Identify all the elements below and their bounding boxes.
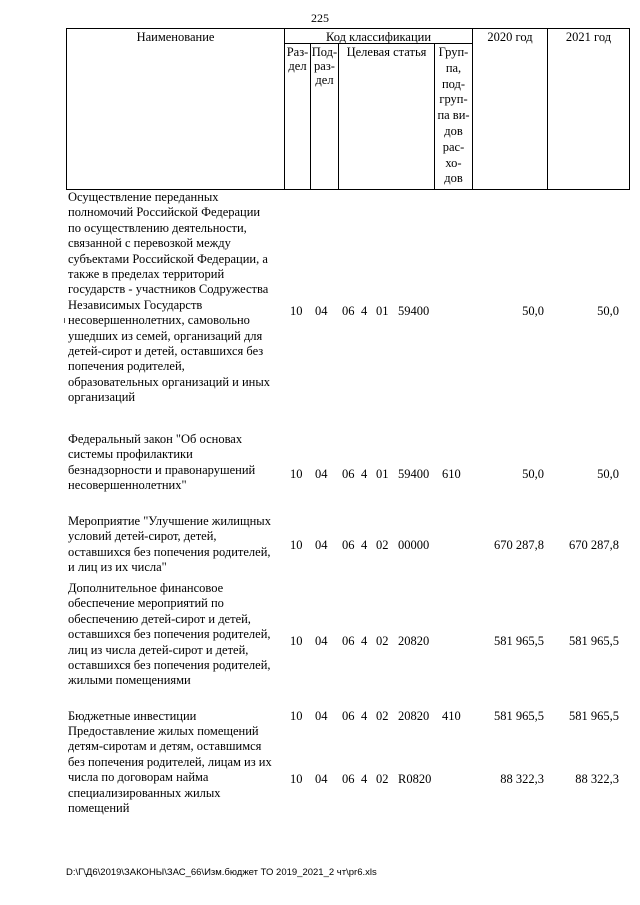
- cell-2021: 50,0: [597, 467, 619, 481]
- margin-mark: [64, 318, 65, 323]
- header-year-2021: 2021 год: [565, 30, 612, 44]
- cell-name-line: оставшихся без попечения родителей,: [68, 627, 271, 642]
- cell-name-line: числа по договорам найма: [68, 770, 209, 785]
- cell-target-subprogram: 4: [361, 634, 368, 648]
- cell-razdel: 10: [290, 304, 303, 318]
- cell-target-program: 06: [342, 538, 355, 552]
- header-name: Наименование: [136, 30, 215, 44]
- cell-name-line: несовершеннолетних, самовольно: [68, 313, 250, 328]
- header-podrazdel-line: дел: [315, 73, 334, 87]
- header-razdel: [285, 45, 310, 73]
- cell-2021: 50,0: [597, 304, 619, 318]
- cell-name-line: детям-сиротам и детям, оставшимся: [68, 739, 262, 754]
- cell-name-line: помещений: [68, 801, 130, 816]
- cell-podrazdel: 04: [315, 634, 328, 648]
- cell-target-subprogram: 4: [361, 304, 368, 318]
- file-path-footer: D:\Г\Д6\2019\ЗАКОНЫ\ЗАС_66\Изм.бюджет ТО 2019_2021_2 чт\pr6.xls: [66, 867, 377, 878]
- cell-razdel: 10: [290, 538, 303, 552]
- cell-name-line: без попечения родителей, лицам из их: [68, 754, 272, 769]
- cell-name-line: субъектами Российской Федерации, а: [68, 251, 268, 266]
- cell-name-line: Бюджетные инвестиции: [68, 709, 197, 723]
- cell-name-line: государств - участников Содружества: [68, 282, 269, 297]
- cell-name: [68, 709, 282, 724]
- header-group-line: Груп-: [438, 45, 469, 59]
- cell-target-subprogram: 4: [361, 709, 368, 723]
- cell-name-line: системы профилактики: [68, 447, 193, 462]
- cell-name-line: обеспечению детей-сирот и детей,: [68, 611, 251, 626]
- cell-name-line: детей-сирот и детей, оставшихся без: [68, 344, 264, 359]
- cell-name: [68, 514, 282, 576]
- cell-podrazdel: 04: [315, 772, 328, 786]
- header-classification: Код классификации: [325, 30, 432, 44]
- cell-2020: 50,0: [522, 304, 544, 318]
- cell-name: [68, 581, 282, 689]
- cell-podrazdel: 04: [315, 709, 328, 723]
- cell-name-line: организаций: [68, 390, 136, 405]
- cell-target-code: 20820: [398, 709, 430, 723]
- cell-target-subprogram: 4: [361, 467, 368, 481]
- header-podrazdel-line: Под-: [311, 45, 338, 59]
- cell-name-line: несовершеннолетних": [68, 478, 187, 493]
- cell-name: [68, 432, 282, 494]
- cell-name-line: также в пределах территорий: [68, 267, 225, 282]
- cell-target-program: 06: [342, 304, 355, 318]
- header-right-border: [629, 28, 630, 190]
- cell-name-line: Дополнительное финансовое: [68, 581, 224, 595]
- col-divider: [338, 43, 339, 190]
- header-group-line: дов: [444, 123, 463, 138]
- cell-2021: 581 965,5: [569, 709, 619, 723]
- header-top-border: [66, 28, 630, 29]
- header-group-line: хо-: [445, 155, 462, 170]
- cell-expense-group: 610: [442, 467, 461, 481]
- cell-target-item: 02: [376, 538, 389, 552]
- cell-name: [68, 724, 282, 816]
- cell-2020: 88 322,3: [500, 772, 544, 786]
- cell-name-line: Предоставление жилых помещений: [68, 724, 259, 738]
- cell-name-line: образовательных организаций и иных: [68, 374, 270, 389]
- cell-name-line: Мероприятие "Улучшение жилищных: [68, 514, 271, 528]
- cell-target-subprogram: 4: [361, 538, 368, 552]
- cell-2020: 581 965,5: [494, 634, 544, 648]
- cell-target-code: 59400: [398, 304, 430, 318]
- cell-razdel: 10: [290, 634, 303, 648]
- cell-2020: 581 965,5: [494, 709, 544, 723]
- cell-target-item: 02: [376, 634, 389, 648]
- cell-name-line: жилыми помещениями: [68, 673, 191, 688]
- cell-target-program: 06: [342, 634, 355, 648]
- cell-name-line: специализированных жилых: [68, 785, 221, 800]
- cell-name-line: оставшихся без попечения родителей,: [68, 544, 271, 559]
- cell-2021: 670 287,8: [569, 538, 619, 552]
- cell-target-program: 06: [342, 772, 355, 786]
- col-divider: [472, 28, 473, 190]
- header-razdel-line: Раз-: [286, 45, 309, 59]
- page-number: 225: [311, 11, 329, 25]
- cell-podrazdel: 04: [315, 467, 328, 481]
- cell-target-program: 06: [342, 467, 355, 481]
- cell-name-line: обеспечение мероприятий по: [68, 596, 224, 611]
- cell-name-line: Федеральный закон "Об основах: [68, 432, 243, 446]
- cell-2020: 670 287,8: [494, 538, 544, 552]
- cell-razdel: 10: [290, 772, 303, 786]
- header-group-line: под-: [441, 76, 466, 91]
- cell-target-subprogram: 4: [361, 772, 368, 786]
- header-podrazdel: [311, 45, 338, 87]
- header-left-border: [66, 28, 67, 190]
- header-year-2020: 2020 год: [487, 30, 533, 44]
- col-divider: [547, 28, 548, 190]
- cell-podrazdel: 04: [315, 304, 328, 318]
- header-group-line: рас-: [442, 139, 465, 154]
- cell-name-line: безнадзорности и правонарушений: [68, 462, 256, 477]
- cell-name-line: Осуществление переданных: [68, 190, 219, 204]
- header-target: Целевая статья: [346, 45, 427, 59]
- cell-2021: 88 322,3: [575, 772, 619, 786]
- header-podrazdel-line: раз-: [314, 59, 335, 73]
- cell-target-item: 02: [376, 709, 389, 723]
- cell-name: [68, 190, 282, 406]
- cell-name-line: по осуществлению деятельности,: [68, 220, 247, 235]
- cell-name-line: ушедших из семей, организаций для: [68, 328, 263, 343]
- cell-name-line: полномочий Российской Федерации: [68, 205, 261, 220]
- cell-name-line: Независимых Государств: [68, 297, 203, 312]
- cell-2020: 50,0: [522, 467, 544, 481]
- cell-2021: 581 965,5: [569, 634, 619, 648]
- cell-target-code: 59400: [398, 467, 430, 481]
- header-group-line: дов: [444, 171, 463, 186]
- header-group: [435, 45, 472, 187]
- cell-podrazdel: 04: [315, 538, 328, 552]
- header-group-line: па,: [445, 60, 462, 75]
- cell-target-item: 02: [376, 772, 389, 786]
- cell-expense-group: 410: [442, 709, 461, 723]
- cell-name-line: лиц из числа детей-сирот и детей,: [68, 642, 249, 657]
- cell-target-item: 01: [376, 304, 389, 318]
- cell-name-line: связанной с перевозкой между: [68, 236, 231, 251]
- cell-target-item: 01: [376, 467, 389, 481]
- header-group-line: груп-: [439, 92, 468, 107]
- cell-target-program: 06: [342, 709, 355, 723]
- cell-name-line: условий детей-сирот, детей,: [68, 529, 217, 544]
- header-group-line: па ви-: [437, 108, 470, 123]
- cell-target-code: R0820: [398, 772, 432, 786]
- cell-target-code: 00000: [398, 538, 430, 552]
- header-razdel-line: дел: [288, 59, 307, 73]
- cell-razdel: 10: [290, 467, 303, 481]
- cell-name-line: попечения родителей,: [68, 359, 185, 374]
- cell-name-line: и лиц из их числа": [68, 560, 167, 575]
- cell-target-code: 20820: [398, 634, 430, 648]
- cell-razdel: 10: [290, 709, 303, 723]
- cell-name-line: оставшихся без попечения родителей,: [68, 658, 271, 673]
